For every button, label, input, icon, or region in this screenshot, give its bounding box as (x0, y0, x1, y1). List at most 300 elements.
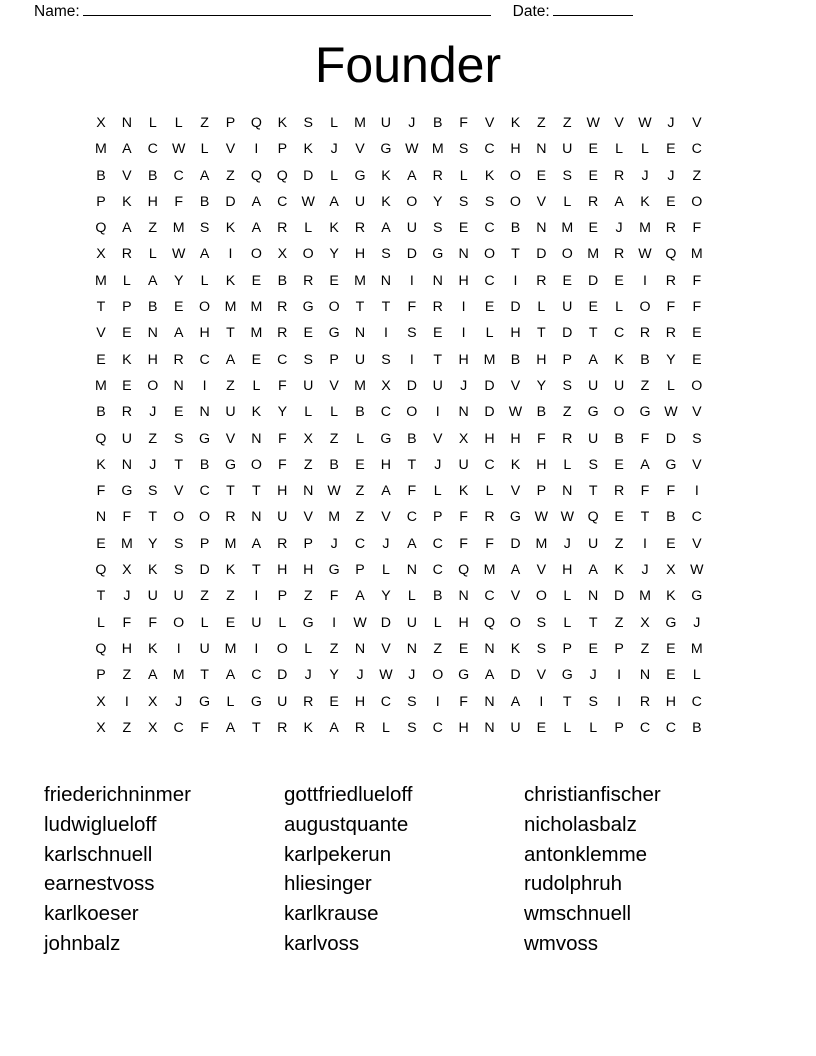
letter-cell[interactable]: L (200, 614, 209, 631)
letter-cell[interactable]: L (97, 614, 105, 631)
letter-cell[interactable]: Z (692, 167, 702, 184)
letter-cell[interactable]: X (96, 719, 106, 736)
letter-cell[interactable]: Z (562, 115, 572, 131)
letter-cell[interactable]: F (537, 430, 546, 447)
word-list-item[interactable]: gottfriedlueloff (284, 783, 413, 806)
letter-cell[interactable]: S (173, 430, 184, 447)
letter-cell[interactable]: X (303, 430, 313, 447)
letter-cell[interactable]: K (225, 562, 236, 579)
letter-cell[interactable]: R (613, 483, 625, 500)
letter-cell[interactable]: U (173, 588, 184, 605)
letter-cell[interactable]: F (485, 535, 494, 552)
letter-cell[interactable]: F (277, 430, 287, 447)
letter-cell[interactable]: N (251, 509, 262, 526)
letter-cell[interactable]: I (435, 404, 440, 421)
letter-cell[interactable]: X (122, 562, 132, 579)
letter-cell[interactable]: T (226, 325, 235, 342)
letter-cell[interactable]: G (380, 141, 392, 158)
letter-cell[interactable]: S (536, 614, 547, 631)
letter-cell[interactable]: Q (458, 562, 470, 579)
letter-cell[interactable]: U (588, 377, 599, 394)
letter-cell[interactable]: P (199, 535, 210, 552)
letter-cell[interactable]: A (122, 220, 132, 237)
letter-cell[interactable]: U (588, 430, 599, 447)
letter-cell[interactable]: F (692, 272, 702, 289)
letter-cell[interactable]: W (379, 667, 393, 684)
letter-cell[interactable]: C (354, 535, 366, 552)
letter-cell[interactable]: D (510, 299, 521, 316)
letter-cell[interactable]: Z (148, 220, 158, 237)
letter-cell[interactable]: X (148, 719, 158, 736)
letter-cell[interactable]: A (148, 667, 158, 684)
letter-cell[interactable]: W (586, 115, 600, 131)
letter-cell[interactable]: P (96, 193, 106, 210)
letter-cell[interactable]: J (667, 115, 675, 131)
letter-cell[interactable]: I (643, 272, 647, 289)
letter-cell[interactable]: N (639, 667, 651, 684)
letter-cell[interactable] (710, 689, 736, 715)
letter-cell[interactable]: D (562, 325, 573, 342)
letter-cell[interactable]: N (380, 272, 392, 289)
letter-cell[interactable]: F (666, 299, 676, 316)
letter-cell[interactable]: N (458, 588, 469, 605)
letter-cell[interactable]: X (381, 377, 391, 394)
letter-cell[interactable]: C (484, 220, 495, 237)
letter-cell[interactable]: K (329, 220, 339, 237)
letter-cell[interactable]: E (666, 535, 676, 552)
letter-cell[interactable]: C (199, 351, 210, 368)
letter-cell[interactable]: F (692, 220, 702, 237)
letter-cell[interactable]: L (641, 141, 649, 158)
letter-cell[interactable]: J (589, 667, 597, 684)
letter-cell[interactable]: M (639, 220, 651, 237)
letter-cell[interactable]: R (665, 272, 677, 289)
letter-cell[interactable]: V (355, 141, 365, 158)
letter-cell[interactable]: W (353, 614, 367, 631)
letter-cell[interactable] (710, 268, 736, 294)
letter-cell[interactable]: L (330, 167, 339, 184)
letter-cell[interactable]: G (587, 404, 599, 421)
letter-cell[interactable]: E (303, 325, 313, 342)
letter-cell[interactable]: H (458, 272, 469, 289)
letter-cell[interactable]: C (484, 141, 495, 158)
letter-cell[interactable]: C (147, 141, 158, 158)
letter-cell[interactable]: H (147, 351, 158, 368)
letter-cell[interactable]: K (225, 220, 236, 237)
letter-cell[interactable]: T (96, 588, 106, 605)
letter-cell[interactable]: E (692, 325, 702, 342)
letter-cell[interactable]: C (484, 588, 495, 605)
letter-cell[interactable]: K (614, 562, 624, 579)
letter-cell[interactable]: Z (303, 456, 313, 473)
letter-cell[interactable]: F (200, 719, 209, 736)
letter-cell[interactable]: O (199, 509, 211, 526)
letter-cell[interactable]: D (536, 246, 547, 263)
letter-cell[interactable] (710, 426, 736, 452)
letter-cell[interactable]: U (406, 220, 417, 237)
letter-cell[interactable]: C (665, 719, 677, 736)
letter-cell[interactable]: N (484, 640, 495, 657)
letter-cell[interactable]: D (510, 667, 521, 684)
letter-cell[interactable]: B (692, 719, 702, 736)
letter-cell[interactable]: E (251, 272, 262, 289)
letter-cell[interactable]: I (254, 588, 259, 605)
letter-cell[interactable]: U (354, 193, 366, 210)
letter-cell[interactable]: M (172, 220, 185, 237)
letter-cell[interactable]: A (173, 325, 184, 342)
letter-cell[interactable]: P (536, 483, 547, 500)
letter-cell[interactable]: S (562, 377, 572, 394)
letter-cell[interactable]: E (536, 719, 547, 736)
letter-cell[interactable]: E (666, 141, 676, 158)
letter-cell[interactable]: V (381, 640, 391, 657)
word-list-item[interactable]: wmvoss (524, 931, 599, 955)
letter-cell[interactable]: N (95, 509, 107, 526)
letter-cell[interactable]: A (225, 667, 236, 684)
letter-cell[interactable]: W (664, 404, 678, 421)
letter-cell[interactable]: V (510, 588, 521, 605)
letter-cell[interactable]: L (381, 562, 390, 579)
letter-cell[interactable]: M (328, 509, 341, 526)
letter-cell[interactable]: N (406, 562, 417, 579)
letter-cell[interactable]: R (121, 404, 132, 421)
letter-cell[interactable]: V (510, 377, 521, 394)
letter-cell[interactable]: L (459, 167, 468, 184)
letter-cell[interactable]: A (614, 193, 624, 210)
letter-cell[interactable]: L (615, 141, 624, 158)
letter-cell[interactable]: L (485, 325, 494, 342)
letter-cell[interactable]: N (406, 640, 417, 657)
letter-cell[interactable]: S (407, 325, 417, 342)
letter-cell[interactable]: F (329, 588, 339, 605)
letter-cell[interactable]: A (510, 693, 521, 710)
letter-cell[interactable]: J (382, 535, 390, 552)
letter-cell[interactable]: K (381, 167, 391, 184)
letter-cell[interactable]: N (484, 693, 495, 710)
letter-cell[interactable]: F (640, 430, 650, 447)
letter-cell[interactable]: H (536, 351, 547, 368)
letter-cell[interactable]: G (509, 509, 521, 526)
letter-cell[interactable]: Z (537, 115, 546, 131)
letter-cell[interactable]: O (302, 246, 314, 263)
letter-cell[interactable]: Y (329, 667, 339, 684)
letter-cell[interactable]: R (121, 246, 132, 263)
letter-cell[interactable]: S (536, 640, 547, 657)
letter-cell[interactable]: D (665, 430, 677, 447)
letter-cell[interactable]: C (173, 719, 184, 736)
word-list-item[interactable]: karlvoss (284, 931, 360, 955)
date-input-line[interactable] (553, 2, 633, 16)
letter-cell[interactable]: I (617, 667, 622, 684)
letter-cell[interactable]: L (200, 141, 209, 158)
letter-cell[interactable]: J (408, 667, 416, 684)
letter-cell[interactable]: E (484, 299, 495, 316)
letter-cell[interactable]: E (588, 640, 598, 657)
letter-cell[interactable]: L (563, 588, 572, 605)
letter-cell[interactable]: D (588, 272, 599, 289)
letter-cell[interactable]: R (277, 299, 288, 316)
letter-cell[interactable]: B (510, 220, 521, 237)
word-list-item[interactable]: karlkrause (284, 902, 379, 926)
letter-cell[interactable]: H (562, 562, 573, 579)
letter-cell[interactable]: E (666, 640, 676, 657)
letter-cell[interactable]: J (563, 535, 571, 552)
letter-cell[interactable]: C (277, 193, 288, 210)
letter-cell[interactable]: N (173, 377, 184, 394)
letter-cell[interactable]: Q (587, 509, 599, 526)
letter-cell[interactable]: S (588, 693, 598, 710)
letter-cell[interactable]: B (199, 456, 210, 473)
letter-cell[interactable]: B (666, 509, 676, 526)
letter-cell[interactable]: A (484, 667, 495, 684)
letter-cell[interactable]: R (354, 220, 366, 237)
letter-cell[interactable]: P (277, 141, 288, 158)
letter-cell[interactable]: I (461, 325, 466, 342)
letter-cell[interactable]: F (122, 509, 132, 526)
letter-cell[interactable]: X (458, 430, 469, 447)
letter-cell[interactable]: M (172, 667, 185, 684)
letter-cell[interactable]: J (460, 377, 468, 394)
letter-cell[interactable]: Z (329, 640, 339, 657)
letter-cell[interactable]: U (147, 588, 158, 605)
letter-cell[interactable]: D (199, 562, 210, 579)
letter-cell[interactable]: V (122, 167, 132, 184)
letter-cell[interactable]: O (328, 299, 340, 316)
letter-cell[interactable]: G (665, 456, 677, 473)
letter-cell[interactable]: L (174, 115, 183, 131)
letter-cell[interactable]: D (406, 246, 417, 263)
letter-cell[interactable]: G (380, 430, 392, 447)
letter-cell[interactable]: M (483, 562, 496, 579)
letter-cell[interactable]: X (666, 562, 676, 579)
letter-cell[interactable]: D (510, 535, 521, 552)
letter-cell[interactable]: U (588, 535, 599, 552)
letter-cell[interactable]: L (433, 614, 442, 631)
letter-cell[interactable]: F (277, 377, 287, 394)
letter-cell[interactable]: Z (200, 115, 209, 131)
letter-cell[interactable]: O (199, 299, 211, 316)
letter-cell[interactable]: L (304, 404, 313, 421)
letter-cell[interactable]: R (225, 509, 236, 526)
letter-cell[interactable]: L (563, 614, 572, 631)
letter-cell[interactable]: L (304, 220, 313, 237)
letter-cell[interactable]: T (148, 509, 158, 526)
letter-cell[interactable]: M (250, 299, 263, 316)
letter-cell[interactable]: T (355, 299, 365, 316)
letter-cell[interactable]: E (588, 167, 598, 184)
letter-cell[interactable]: T (407, 456, 417, 473)
letter-cell[interactable]: H (458, 719, 469, 736)
letter-cell[interactable]: M (95, 272, 107, 289)
letter-cell[interactable]: I (383, 325, 388, 342)
letter-cell[interactable]: R (432, 167, 443, 184)
letter-cell[interactable]: E (96, 535, 106, 552)
letter-cell[interactable]: O (509, 167, 521, 184)
letter-cell[interactable]: O (250, 456, 262, 473)
letter-cell[interactable]: F (459, 509, 468, 526)
letter-cell[interactable]: N (484, 719, 495, 736)
letter-cell[interactable]: C (639, 719, 651, 736)
letter-cell[interactable]: Z (562, 404, 572, 421)
letter-cell[interactable]: D (484, 404, 495, 421)
letter-cell[interactable]: K (148, 640, 158, 657)
letter-cell[interactable]: V (433, 430, 443, 447)
letter-cell[interactable]: H (484, 430, 495, 447)
letter-cell[interactable]: K (277, 115, 288, 131)
letter-cell[interactable]: Z (355, 509, 365, 526)
letter-cell[interactable]: C (432, 535, 443, 552)
letter-cell[interactable]: E (588, 141, 598, 158)
letter-cell[interactable]: Y (381, 588, 391, 605)
letter-cell[interactable]: E (458, 220, 469, 237)
letter-cell[interactable]: Z (226, 377, 235, 394)
letter-cell[interactable]: A (588, 562, 598, 579)
letter-cell[interactable]: F (407, 483, 417, 500)
letter-cell[interactable]: A (225, 719, 236, 736)
letter-cell[interactable]: I (254, 141, 259, 158)
letter-cell[interactable]: S (433, 220, 443, 237)
letter-cell[interactable]: J (693, 614, 701, 631)
letter-cell[interactable]: X (96, 115, 106, 131)
letter-cell[interactable] (710, 347, 736, 373)
letter-cell[interactable]: R (432, 299, 443, 316)
word-list-item[interactable]: christianfischer (524, 783, 661, 806)
letter-cell[interactable]: J (356, 667, 364, 684)
letter-cell[interactable]: W (327, 483, 341, 500)
letter-cell[interactable]: H (380, 456, 392, 473)
letter-cell[interactable]: C (484, 272, 495, 289)
letter-cell[interactable]: S (407, 719, 417, 736)
letter-cell[interactable]: Y (173, 272, 184, 289)
letter-cell[interactable]: P (122, 299, 132, 316)
letter-cell[interactable]: O (276, 640, 288, 657)
letter-cell[interactable]: F (459, 693, 468, 710)
letter-cell[interactable]: K (510, 115, 521, 131)
letter-cell[interactable]: E (588, 220, 598, 237)
letter-cell[interactable]: L (563, 719, 572, 736)
letter-cell[interactable]: S (562, 167, 572, 184)
letter-cell[interactable]: Z (433, 640, 443, 657)
letter-cell[interactable]: Q (484, 614, 496, 631)
letter-cell[interactable]: L (356, 430, 364, 447)
letter-cell[interactable]: R (639, 325, 651, 342)
letter-cell[interactable]: R (536, 272, 547, 289)
letter-cell[interactable] (710, 662, 736, 688)
letter-cell[interactable]: M (354, 272, 366, 289)
letter-cell[interactable]: V (484, 115, 495, 131)
letter-cell[interactable]: C (613, 325, 625, 342)
letter-cell[interactable]: R (562, 430, 573, 447)
letter-cell[interactable]: U (354, 351, 366, 368)
letter-cell[interactable]: O (173, 614, 185, 631)
letter-cell[interactable]: Z (614, 535, 624, 552)
letter-cell[interactable]: F (148, 614, 158, 631)
letter-cell[interactable]: N (562, 483, 573, 500)
letter-cell[interactable] (710, 452, 736, 478)
letter-cell[interactable]: P (355, 562, 365, 579)
letter-cell[interactable]: X (148, 693, 158, 710)
letter-cell[interactable]: L (563, 456, 572, 473)
letter-cell[interactable]: U (303, 377, 314, 394)
letter-cell[interactable]: T (433, 351, 443, 368)
letter-cell[interactable]: V (225, 430, 236, 447)
letter-cell[interactable]: L (330, 404, 339, 421)
letter-cell[interactable]: P (614, 719, 624, 736)
letter-cell[interactable]: G (302, 614, 314, 631)
letter-cell[interactable]: O (484, 246, 496, 263)
letter-cell[interactable]: C (691, 141, 702, 158)
letter-cell[interactable]: Z (226, 588, 235, 605)
letter-cell[interactable]: E (666, 193, 676, 210)
letter-cell[interactable]: S (381, 246, 391, 263)
letter-cell[interactable]: F (96, 483, 106, 500)
letter-cell[interactable]: C (277, 351, 288, 368)
letter-cell[interactable]: H (199, 325, 210, 342)
letter-cell[interactable]: Z (640, 377, 650, 394)
letter-cell[interactable]: M (431, 141, 444, 158)
letter-cell[interactable]: R (639, 693, 651, 710)
letter-cell[interactable]: R (665, 325, 677, 342)
word-list-item[interactable]: antonklemme (524, 842, 648, 866)
letter-cell[interactable]: D (303, 167, 314, 184)
letter-cell[interactable]: K (96, 456, 106, 473)
letter-cell[interactable]: L (615, 299, 624, 316)
letter-cell[interactable]: X (96, 246, 106, 263)
letter-cell[interactable]: V (692, 535, 702, 552)
letter-cell[interactable]: H (303, 562, 314, 579)
letter-cell[interactable]: Y (277, 404, 288, 421)
letter-cell[interactable]: O (691, 377, 703, 394)
letter-cell[interactable]: S (148, 483, 158, 500)
word-list-item[interactable]: earnestvoss (44, 872, 155, 896)
letter-cell[interactable]: N (121, 115, 132, 131)
letter-cell[interactable]: E (614, 509, 624, 526)
letter-cell[interactable]: X (640, 614, 650, 631)
letter-cell[interactable]: L (330, 115, 339, 131)
letter-cell[interactable]: T (226, 483, 235, 500)
letter-cell[interactable]: K (303, 141, 313, 158)
letter-cell[interactable]: P (433, 509, 443, 526)
letter-cell[interactable]: T (537, 325, 546, 342)
letter-cell[interactable]: O (639, 299, 651, 316)
word-list-item[interactable]: nicholasbalz (524, 812, 637, 836)
letter-cell[interactable]: K (666, 588, 676, 605)
letter-cell[interactable]: K (640, 193, 650, 210)
letter-cell[interactable]: V (225, 141, 236, 158)
letter-cell[interactable] (710, 110, 736, 136)
letter-cell[interactable]: V (329, 377, 339, 394)
letter-cell[interactable]: L (666, 377, 675, 394)
letter-cell[interactable]: Q (95, 640, 107, 657)
letter-cell[interactable]: I (461, 299, 466, 316)
letter-cell[interactable]: C (691, 509, 702, 526)
letter-cell[interactable]: F (666, 483, 676, 500)
letter-cell[interactable]: D (380, 614, 392, 631)
letter-cell[interactable]: M (354, 115, 366, 131)
letter-cell[interactable]: Z (200, 588, 209, 605)
letter-cell[interactable]: K (148, 562, 158, 579)
letter-cell[interactable]: S (173, 562, 184, 579)
letter-cell[interactable] (710, 320, 736, 346)
word-list-item[interactable]: karlpekerun (284, 842, 392, 866)
letter-cell[interactable]: E (692, 351, 702, 368)
letter-cell[interactable]: B (329, 456, 339, 473)
letter-cell[interactable] (710, 583, 736, 609)
letter-cell[interactable]: T (252, 562, 261, 579)
letter-cell[interactable]: B (96, 167, 106, 184)
letter-cell[interactable]: T (588, 483, 598, 500)
letter-cell[interactable]: U (199, 640, 210, 657)
